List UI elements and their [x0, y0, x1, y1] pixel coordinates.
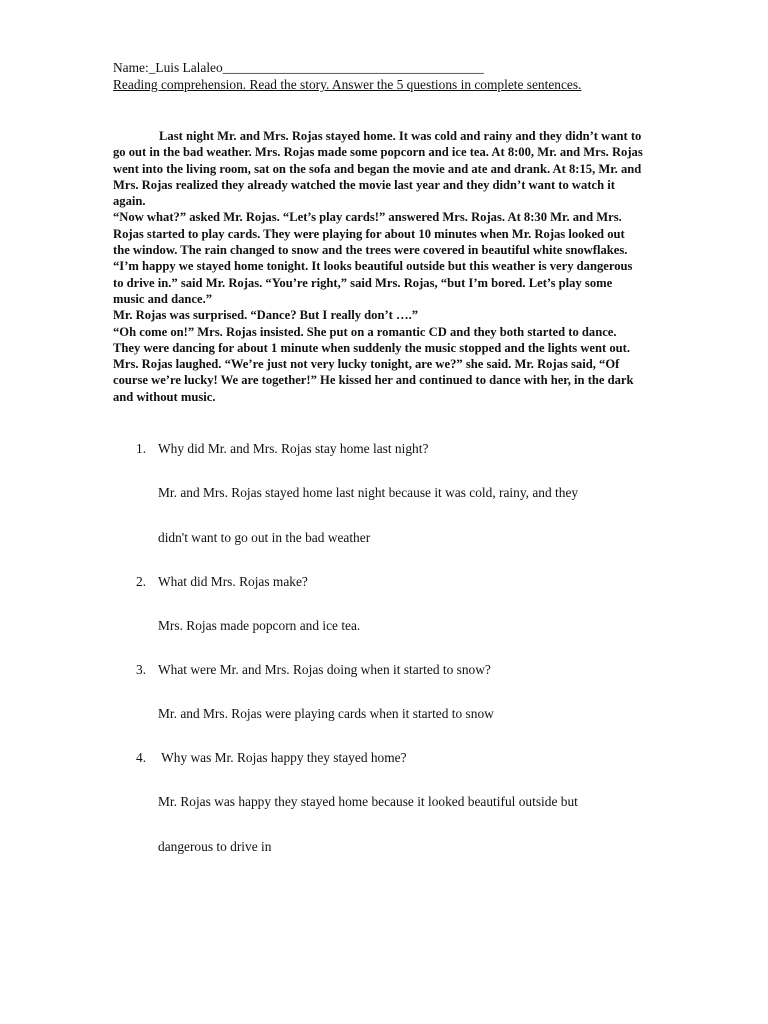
answer-block [113, 617, 673, 635]
instructions-line: Reading comprehension. Read the story. Answer the 5 questions in complete sentences. [113, 77, 582, 92]
answer-line: Mrs. Rojas made popcorn and ice tea. [158, 618, 361, 633]
question-text: Why did Mr. and Mrs. Rojas stay home last night? [158, 441, 429, 456]
question-number: 3. [136, 662, 147, 677]
question-number: 1. [136, 441, 147, 456]
answer-line: Mr. and Mrs. Rojas were playing cards when it started to snow [158, 706, 494, 721]
question-item [113, 661, 673, 679]
question-item [113, 440, 673, 458]
answer-line: didn't want to go out in the bad weather [158, 530, 371, 545]
story-paragraph: “Now what?” asked Mr. Rojas. “Let’s play cards!” answered Mrs. Rojas. At 8:30 Mr. and Mrs. Rojas started to play cards. They were playing for about 10 minutes when Mr. Rojas looked out the window. The rain changed to snow and the trees were covered in beautiful white snowflakes. “I’m happy we stayed home tonight. It looks beautiful outside but this weather is very dangerous to drive in.” said Mr. Rojas. “You’re right,” said Mrs. Rojas, “but I’m bored. Let’s play some music and dance.” [113, 210, 633, 306]
student-name-line: Name:_Luis Lalaleo_______________________________________ [113, 60, 484, 75]
question-text: What were Mr. and Mrs. Rojas doing when it started to snow? [158, 662, 491, 677]
answer-block [113, 705, 673, 723]
question-number: 4. [136, 750, 147, 765]
story-paragraph: “Oh come on!” Mrs. Rojas insisted. She put on a romantic CD and they both started to dance. They were dancing for about 1 minute when suddenly the music stopped and the lights went out. Mrs. Rojas laughed. “We’re just not very lucky tonight, are we?” she said. Mr. Rojas said, “Of course we’re lucky! We are together!” He kissed her and continued to dance with her, in the dark and without music. [113, 324, 634, 404]
worksheet-header [113, 59, 673, 93]
question-text: What did Mrs. Rojas make? [158, 574, 308, 589]
answer-block [113, 484, 673, 547]
story-paragraph: Mr. Rojas was surprised. “Dance? But I really don’t ….” [113, 308, 419, 323]
question-number: 2. [136, 574, 147, 589]
answer-line: Mr. and Mrs. Rojas stayed home last night because it was cold, rainy, and they [158, 485, 579, 500]
answer-block [113, 793, 673, 856]
answer-line: dangerous to drive in [158, 839, 272, 854]
question-item [113, 749, 673, 767]
question-item [113, 573, 673, 591]
question-text: Why was Mr. Rojas happy they stayed home? [158, 750, 407, 765]
questions-list [113, 440, 673, 882]
story-paragraph: Last night Mr. and Mrs. Rojas stayed home. It was cold and rainy and they didn’t want to go out in the bad weather. Mrs. Rojas made some popcorn and ice tea. At 8:00, Mr. and Mrs. Rojas went into the living room, sat on the sofa and began the movie and ate and drank. At 8:15, Mr. and Mrs. Rojas realized they already watched the movie last year and they didn’t want to watch it again. [113, 129, 643, 209]
answer-line: Mr. Rojas was happy they stayed home because it looked beautiful outside but [158, 794, 578, 809]
story-text [113, 128, 643, 405]
